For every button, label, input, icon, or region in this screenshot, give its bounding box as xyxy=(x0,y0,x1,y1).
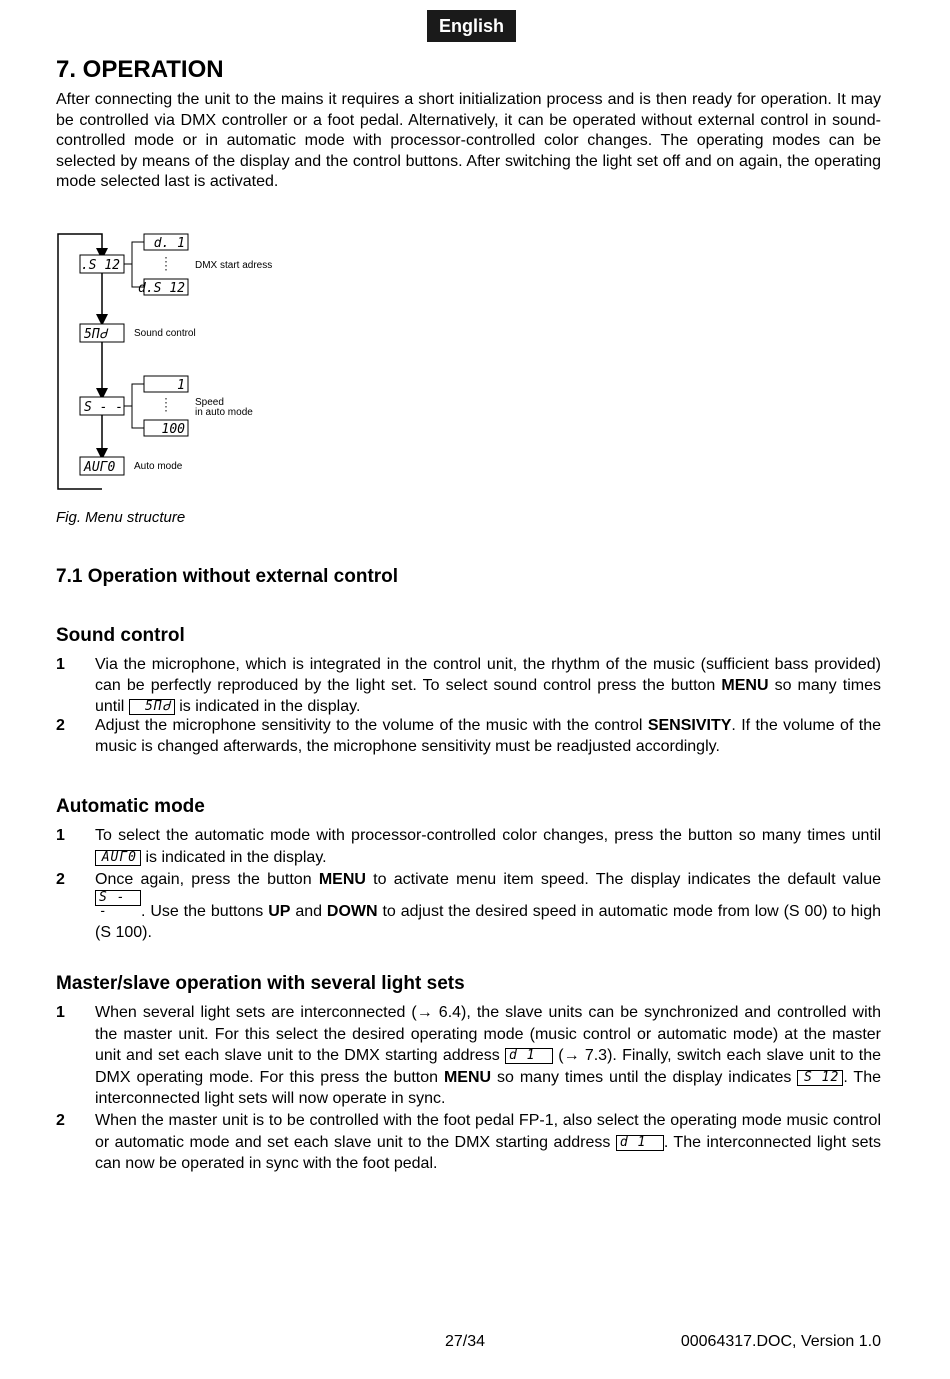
display-d1 xyxy=(144,234,188,251)
document-version: 00064317.DOC, Version 1.0 xyxy=(680,1333,881,1350)
display-auto-inline: AUΓ0 xyxy=(95,850,141,866)
svg-text:100: 100 xyxy=(161,422,185,437)
display-snd xyxy=(80,324,124,342)
master-slave-title: Master/slave operation with several light sets xyxy=(56,973,465,994)
svg-text:S - -: S - - xyxy=(84,400,124,415)
svg-text:1: 1 xyxy=(177,378,185,393)
section-title: 7. OPERATION xyxy=(56,56,224,83)
label-dmx: DMX start adress xyxy=(195,260,273,271)
label-auto: Auto mode xyxy=(134,461,183,472)
svg-text:d.S 12: d.S 12 xyxy=(138,281,185,296)
item-number: 2 xyxy=(56,871,65,888)
item-number: 2 xyxy=(56,1112,65,1129)
svg-text:AUΓ0: AUΓ0 xyxy=(84,460,116,475)
list-item: 1 When several light sets are interconnected (→ 6.4), the slave units can be synchronized and controlled with the master unit. For this select the desired operating mode (music control or automatic mode) at the master unit and set each slave unit to the DMX starting address d 1 (→ 7.3). Finally, switch each slave unit to the DMX operating mode. For this press the button MENU so many times until the display indicates S 12 . The interconnected light sets will now operate in sync. xyxy=(56,1004,882,1107)
language-badge: English xyxy=(427,10,516,42)
label-sound: Sound control xyxy=(134,328,196,339)
page-number: 27/34 xyxy=(445,1333,486,1350)
list-item: 1 Via the microphone, which is integrated in the control unit, the rhythm of the music (sufficient bass provided) can be perfectly reproduced by the light set. To select sound control press the button MENU so many times until 5ΠᏧ is indicated in the display. xyxy=(56,656,881,715)
figure-caption: Fig. Menu structure xyxy=(56,509,186,526)
item-number: 1 xyxy=(56,656,65,673)
speed-branch xyxy=(124,384,144,428)
display-s12 xyxy=(80,255,124,273)
display-100 xyxy=(144,420,188,437)
display-1 xyxy=(144,376,188,393)
item-number: 2 xyxy=(56,717,65,734)
item-number: 1 xyxy=(56,1004,65,1021)
list-item: 2 When the master unit is to be controlled with the foot pedal FP-1, also select the operating mode music control or automatic mode and set each slave unit to the DMX starting address d 1 . The interconnected light sets can now be operated in sync with the foot pedal. xyxy=(56,1112,881,1172)
svg-text:.S 12: .S 12 xyxy=(80,258,120,273)
display-auto xyxy=(80,457,124,475)
subsection-title: 7.1 Operation without external control xyxy=(56,566,399,587)
svg-text:5ΠᏧ: 5ΠᏧ xyxy=(84,327,107,342)
intro-paragraph: After connecting the unit to the mains it requires a short initialization process and is then ready for operation. It may be controlled via DMX controller or a foot pedal. Alternatively, it can be operated without external control in sound-controlled mode or in automatic mode with processor-controlled color changes. The operating modes can be selected by means of the display and the control buttons. After switching the light set off and on again, the operating mode selected last is activated. xyxy=(56,91,881,190)
display-d1-inline: d 1 xyxy=(505,1048,553,1064)
item-number: 1 xyxy=(56,827,65,844)
label-speed: Speed xyxy=(195,397,224,408)
list-item: 2 Adjust the microphone sensitivity to the volume of the music with the control SENSIVITY. If the volume of the music is changed afterwards, the microphone sensitivity must be readjusted accordingly. xyxy=(56,717,882,755)
display-d512 xyxy=(138,279,188,296)
display-d1-inline: d 1 xyxy=(616,1135,664,1151)
display-s-dash xyxy=(80,397,124,415)
display-s12-inline: S 12 xyxy=(797,1070,843,1086)
automatic-mode-title: Automatic mode xyxy=(56,796,205,817)
list-item: 2 Once again, press the button MENU to activate menu item speed. The display indicates the default value S - - . Use the buttons UP and DOWN to adjust the desired speed in automatic mode from low (S 00) to high (S 100). xyxy=(56,871,882,941)
list-item: 1 To select the automatic mode with processor-controlled color changes, press the button so many times until AUΓ0 is indicated in the display. xyxy=(56,827,881,866)
svg-text:d. 1: d. 1 xyxy=(153,236,185,251)
display-s-dash-inline: S - - xyxy=(95,890,141,906)
menu-structure-diagram xyxy=(56,230,296,495)
display-snd-inline: 5ΠᏧ xyxy=(129,699,175,715)
label-speed-auto: in auto mode xyxy=(195,407,253,418)
sound-control-title: Sound control xyxy=(56,625,185,646)
